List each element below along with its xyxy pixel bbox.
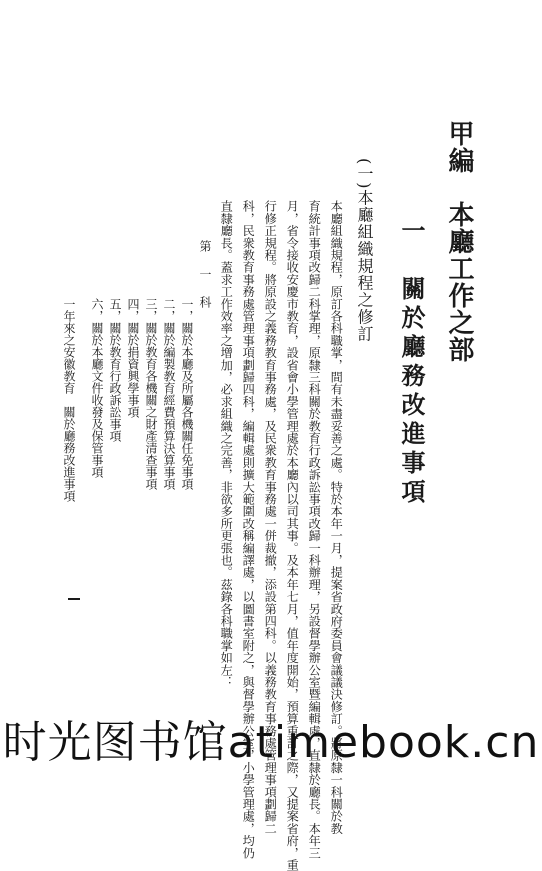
list-item: 一，關於本廳及所屬各機關任免事項 (180, 298, 194, 490)
subsection-title: (一)本廳組織規程之修訂 (355, 158, 374, 343)
body-paragraph-line: 科，民衆教育事務處管理事項劃歸四科，編輯處則擴大範圍改稱編譯處，以圖書室附之，與督學辦公室，小學管理處，均仍 (241, 200, 256, 859)
page-number (68, 598, 80, 600)
section-heading: 一 關於廳務改進事項 (397, 218, 426, 508)
watermark-text: 时光图书馆atimebook.cn (2, 717, 540, 768)
body-paragraph-line: 直隸廳長。蓋求工作效率之增加，必求組織之完善，非欲多所更張也。茲錄各科職掌如左： (219, 200, 234, 688)
list-item: 三，關於教育各機關之財產清查事項 (144, 298, 158, 490)
body-paragraph-line: 月，省令接收安慶市教育，設省會小學管理處於本廳內以司其事。及本年七月，值年度開始，預算重訂之際，又提案省府，重 (285, 200, 300, 871)
watermark-bar (0, 708, 542, 768)
running-footer: 一年來之安徽教育 關於廳務改進事項 (62, 298, 76, 502)
list-item: 六，關於本廳文件收發及保管事項 (90, 298, 104, 478)
list-item: 二，關於編製教育經費預算決算事項 (162, 298, 176, 490)
body-paragraph-line: 本廳組織規程，原訂各科職掌，間有未盡妥善之處。特於本年一月，提案省政府委員會議議決修訂。將原隸一科關於教 (329, 200, 344, 835)
list-item: 四，關於捐資興學事項 (126, 298, 140, 418)
part-title: 甲編 本廳工作之部 (444, 120, 474, 363)
body-paragraph-line: 育統計事項改歸二科掌理，原隸三科關於教育行政訴訟事項改歸一科辦理，另設督學辦公室暨編輯處，直隸於廳長。本年三 (307, 200, 322, 859)
division-title: 第 一 科 (198, 240, 212, 310)
body-paragraph-line: 行修正規程。將原設之義務教育事務處，及民衆教育事務處一併裁撤，添設第四科。以義務教育事務處管理事項劃歸二 (263, 200, 278, 835)
list-item: 五，關於教育行政訴訟事項 (108, 298, 122, 442)
